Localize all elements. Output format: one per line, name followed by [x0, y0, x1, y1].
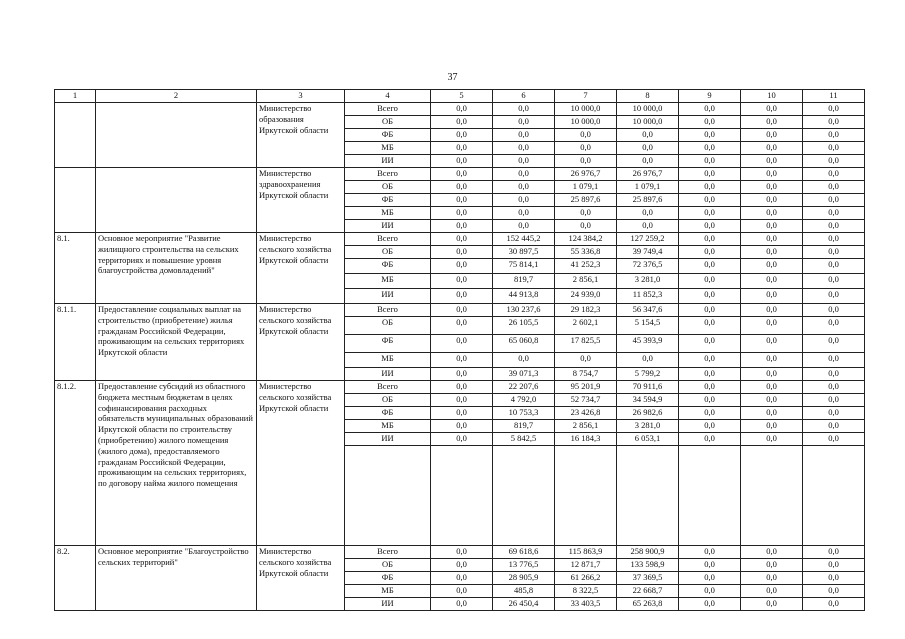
value-cell: 23 426,8 — [555, 407, 617, 420]
value-cell: 2 856,1 — [555, 420, 617, 433]
value-cell: 0,0 — [493, 207, 555, 220]
empty-cell — [345, 446, 431, 546]
item-executor: Министерство сельского хозяйства Иркутской области — [257, 381, 345, 546]
item-title — [96, 103, 257, 168]
funding-source: ФБ — [345, 129, 431, 142]
funding-source: ИИ — [345, 433, 431, 446]
funding-source: ИИ — [345, 155, 431, 168]
funding-source: ИИ — [345, 368, 431, 381]
value-cell: 0,0 — [679, 546, 741, 559]
value-cell: 17 825,5 — [555, 335, 617, 353]
value-cell: 69 618,6 — [493, 546, 555, 559]
value-cell: 0,0 — [493, 168, 555, 181]
funding-source: ИИ — [345, 598, 431, 611]
value-cell: 41 252,3 — [555, 259, 617, 274]
value-cell: 55 336,8 — [555, 246, 617, 259]
value-cell: 0,0 — [803, 433, 865, 446]
budget-table — [54, 89, 865, 611]
value-cell: 0,0 — [493, 129, 555, 142]
empty-cell — [617, 446, 679, 546]
value-cell: 12 871,7 — [555, 559, 617, 572]
value-cell: 0,0 — [431, 598, 493, 611]
header-cell: 10 — [741, 90, 803, 103]
header-cell: 9 — [679, 90, 741, 103]
value-cell: 0,0 — [741, 142, 803, 155]
value-cell: 10 000,0 — [555, 116, 617, 129]
value-cell: 0,0 — [431, 129, 493, 142]
item-executor: Министерство сельского хозяйства Иркутской области — [257, 546, 345, 611]
value-cell: 0,0 — [741, 259, 803, 274]
value-cell: 0,0 — [679, 394, 741, 407]
value-cell: 1 079,1 — [555, 181, 617, 194]
value-cell: 0,0 — [431, 304, 493, 317]
value-cell: 0,0 — [431, 274, 493, 289]
funding-source: ФБ — [345, 259, 431, 274]
header-cell: 5 — [431, 90, 493, 103]
value-cell: 0,0 — [493, 142, 555, 155]
value-cell: 0,0 — [803, 420, 865, 433]
value-cell: 0,0 — [741, 246, 803, 259]
value-cell: 0,0 — [741, 168, 803, 181]
funding-source: Всего — [345, 304, 431, 317]
value-cell: 0,0 — [679, 181, 741, 194]
funding-source: ИИ — [345, 289, 431, 304]
value-cell: 0,0 — [431, 407, 493, 420]
value-cell: 0,0 — [803, 572, 865, 585]
value-cell: 10 000,0 — [617, 116, 679, 129]
item-code: 8.1. — [55, 233, 96, 304]
value-cell: 22 668,7 — [617, 585, 679, 598]
value-cell: 0,0 — [803, 181, 865, 194]
value-cell: 26 982,6 — [617, 407, 679, 420]
value-cell: 0,0 — [493, 353, 555, 368]
funding-source: МБ — [345, 274, 431, 289]
value-cell: 10 000,0 — [617, 103, 679, 116]
value-cell: 0,0 — [679, 407, 741, 420]
value-cell: 0,0 — [803, 289, 865, 304]
empty-cell — [803, 446, 865, 546]
value-cell: 11 852,3 — [617, 289, 679, 304]
funding-source: МБ — [345, 585, 431, 598]
empty-cell — [555, 446, 617, 546]
value-cell: 0,0 — [741, 335, 803, 353]
page-number: 37 — [447, 72, 458, 83]
funding-source: ФБ — [345, 194, 431, 207]
value-cell: 0,0 — [431, 433, 493, 446]
value-cell: 0,0 — [431, 220, 493, 233]
funding-source: МБ — [345, 353, 431, 368]
item-title — [96, 168, 257, 233]
value-cell: 0,0 — [741, 233, 803, 246]
value-cell: 0,0 — [431, 207, 493, 220]
value-cell: 5 799,2 — [617, 368, 679, 381]
value-cell: 0,0 — [679, 168, 741, 181]
value-cell: 0,0 — [741, 598, 803, 611]
value-cell: 0,0 — [679, 368, 741, 381]
value-cell: 0,0 — [431, 572, 493, 585]
value-cell: 0,0 — [493, 220, 555, 233]
funding-source: МБ — [345, 142, 431, 155]
value-cell: 95 201,9 — [555, 381, 617, 394]
value-cell: 0,0 — [431, 155, 493, 168]
value-cell: 0,0 — [431, 420, 493, 433]
funding-source: МБ — [345, 420, 431, 433]
funding-source: ОБ — [345, 559, 431, 572]
value-cell: 0,0 — [741, 381, 803, 394]
value-cell: 0,0 — [555, 155, 617, 168]
value-cell: 0,0 — [431, 103, 493, 116]
value-cell: 0,0 — [741, 220, 803, 233]
value-cell: 6 053,1 — [617, 433, 679, 446]
value-cell: 0,0 — [679, 335, 741, 353]
value-cell: 26 105,5 — [493, 317, 555, 335]
value-cell: 26 976,7 — [555, 168, 617, 181]
value-cell: 0,0 — [679, 233, 741, 246]
item-code: 8.2. — [55, 546, 96, 611]
header-cell: 1 — [55, 90, 96, 103]
value-cell: 0,0 — [431, 353, 493, 368]
value-cell: 258 900,9 — [617, 546, 679, 559]
value-cell: 26 976,7 — [617, 168, 679, 181]
table-row — [55, 103, 865, 116]
header-cell: 3 — [257, 90, 345, 103]
value-cell: 0,0 — [679, 304, 741, 317]
value-cell: 0,0 — [679, 207, 741, 220]
value-cell: 10 753,3 — [493, 407, 555, 420]
value-cell: 0,0 — [803, 394, 865, 407]
value-cell: 0,0 — [617, 129, 679, 142]
value-cell: 0,0 — [431, 335, 493, 353]
value-cell: 0,0 — [679, 194, 741, 207]
value-cell: 3 281,0 — [617, 274, 679, 289]
header-cell: 2 — [96, 90, 257, 103]
value-cell: 70 911,6 — [617, 381, 679, 394]
value-cell: 0,0 — [741, 155, 803, 168]
value-cell: 0,0 — [679, 420, 741, 433]
value-cell: 0,0 — [431, 181, 493, 194]
value-cell: 0,0 — [741, 207, 803, 220]
value-cell: 8 322,5 — [555, 585, 617, 598]
header-cell: 11 — [803, 90, 865, 103]
value-cell: 0,0 — [803, 274, 865, 289]
funding-source: ИИ — [345, 220, 431, 233]
funding-source: ФБ — [345, 335, 431, 353]
header-cell: 4 — [345, 90, 431, 103]
empty-cell — [493, 446, 555, 546]
value-cell: 0,0 — [431, 317, 493, 335]
value-cell: 0,0 — [803, 220, 865, 233]
value-cell: 0,0 — [803, 207, 865, 220]
value-cell: 0,0 — [431, 368, 493, 381]
value-cell: 0,0 — [741, 368, 803, 381]
value-cell: 0,0 — [493, 103, 555, 116]
value-cell: 61 266,2 — [555, 572, 617, 585]
table-row — [55, 233, 865, 246]
value-cell: 39 749,4 — [617, 246, 679, 259]
item-executor: Министерство сельского хозяйства Иркутской области — [257, 304, 345, 381]
value-cell: 0,0 — [803, 381, 865, 394]
value-cell: 0,0 — [679, 353, 741, 368]
funding-source: Всего — [345, 168, 431, 181]
funding-source: ОБ — [345, 246, 431, 259]
table-row — [55, 168, 865, 181]
value-cell: 0,0 — [679, 559, 741, 572]
value-cell: 115 863,9 — [555, 546, 617, 559]
value-cell: 0,0 — [617, 353, 679, 368]
funding-source: ОБ — [345, 394, 431, 407]
value-cell: 0,0 — [493, 181, 555, 194]
value-cell: 0,0 — [555, 353, 617, 368]
value-cell: 44 913,8 — [493, 289, 555, 304]
item-title: Предоставление субсидий из областного бюджета местным бюджетам в целях софинансирования расходных обязательств муниципальных образований Иркутской области по строительству (приобретению) жилого помещения (жилого дома), предоставляемого гражданам Российской Федерации, проживающим на сельских территориях, по договору найма жилого помещения — [96, 381, 257, 546]
item-code — [55, 103, 96, 168]
value-cell: 0,0 — [431, 559, 493, 572]
item-title: Предоставление социальных выплат на строительство (приобретение) жилья гражданам Российской Федерации, проживающим на сельских территориях Иркутской области — [96, 304, 257, 381]
item-title: Основное мероприятие "Благоустройство сельских территорий" — [96, 546, 257, 611]
funding-source: ОБ — [345, 317, 431, 335]
value-cell: 37 369,5 — [617, 572, 679, 585]
value-cell: 65 060,8 — [493, 335, 555, 353]
value-cell: 0,0 — [679, 103, 741, 116]
value-cell: 124 384,2 — [555, 233, 617, 246]
value-cell: 25 897,6 — [555, 194, 617, 207]
value-cell: 0,0 — [679, 274, 741, 289]
value-cell: 0,0 — [803, 546, 865, 559]
item-executor: Министерство сельского хозяйства Иркутской области — [257, 233, 345, 304]
value-cell: 0,0 — [803, 155, 865, 168]
value-cell: 0,0 — [431, 246, 493, 259]
funding-source: МБ — [345, 207, 431, 220]
value-cell: 0,0 — [803, 407, 865, 420]
value-cell: 0,0 — [617, 142, 679, 155]
value-cell: 0,0 — [741, 116, 803, 129]
value-cell: 0,0 — [803, 116, 865, 129]
value-cell: 819,7 — [493, 420, 555, 433]
item-code — [55, 168, 96, 233]
value-cell: 56 347,6 — [617, 304, 679, 317]
value-cell: 0,0 — [493, 155, 555, 168]
value-cell: 0,0 — [803, 246, 865, 259]
funding-source: Всего — [345, 546, 431, 559]
value-cell: 5 842,5 — [493, 433, 555, 446]
value-cell: 0,0 — [431, 585, 493, 598]
header-row — [55, 90, 865, 103]
value-cell: 2 602,1 — [555, 317, 617, 335]
item-executor: Министерство здравоохранения Иркутской области — [257, 168, 345, 233]
value-cell: 152 445,2 — [493, 233, 555, 246]
empty-cell — [741, 446, 803, 546]
item-code: 8.1.1. — [55, 304, 96, 381]
value-cell: 39 071,3 — [493, 368, 555, 381]
table-row — [55, 546, 865, 559]
value-cell: 130 237,6 — [493, 304, 555, 317]
value-cell: 0,0 — [679, 246, 741, 259]
value-cell: 0,0 — [803, 129, 865, 142]
value-cell: 72 376,5 — [617, 259, 679, 274]
value-cell: 0,0 — [555, 207, 617, 220]
value-cell: 0,0 — [617, 220, 679, 233]
value-cell: 0,0 — [679, 289, 741, 304]
value-cell: 0,0 — [741, 317, 803, 335]
header-cell: 7 — [555, 90, 617, 103]
value-cell: 485,8 — [493, 585, 555, 598]
value-cell: 0,0 — [803, 103, 865, 116]
value-cell: 0,0 — [555, 142, 617, 155]
value-cell: 30 897,5 — [493, 246, 555, 259]
value-cell: 26 450,4 — [493, 598, 555, 611]
value-cell: 0,0 — [803, 259, 865, 274]
item-executor: Министерство образования Иркутской области — [257, 103, 345, 168]
value-cell: 33 403,5 — [555, 598, 617, 611]
value-cell: 0,0 — [617, 155, 679, 168]
funding-source: Всего — [345, 233, 431, 246]
funding-source: ОБ — [345, 116, 431, 129]
value-cell: 24 939,0 — [555, 289, 617, 304]
value-cell: 75 814,1 — [493, 259, 555, 274]
value-cell: 0,0 — [679, 220, 741, 233]
header-cell: 8 — [617, 90, 679, 103]
value-cell: 0,0 — [741, 181, 803, 194]
value-cell: 0,0 — [741, 304, 803, 317]
value-cell: 0,0 — [679, 433, 741, 446]
value-cell: 0,0 — [431, 142, 493, 155]
value-cell: 4 792,0 — [493, 394, 555, 407]
value-cell: 0,0 — [803, 304, 865, 317]
value-cell: 0,0 — [431, 233, 493, 246]
value-cell: 0,0 — [741, 289, 803, 304]
value-cell: 0,0 — [679, 598, 741, 611]
funding-source: ФБ — [345, 407, 431, 420]
value-cell: 0,0 — [741, 585, 803, 598]
value-cell: 0,0 — [803, 142, 865, 155]
value-cell: 0,0 — [679, 572, 741, 585]
header-cell: 6 — [493, 90, 555, 103]
value-cell: 34 594,9 — [617, 394, 679, 407]
value-cell: 0,0 — [741, 572, 803, 585]
value-cell: 0,0 — [679, 317, 741, 335]
value-cell: 52 734,7 — [555, 394, 617, 407]
value-cell: 10 000,0 — [555, 103, 617, 116]
value-cell: 0,0 — [555, 220, 617, 233]
value-cell: 0,0 — [803, 598, 865, 611]
value-cell: 25 897,6 — [617, 194, 679, 207]
value-cell: 0,0 — [679, 381, 741, 394]
value-cell: 133 598,9 — [617, 559, 679, 572]
value-cell: 0,0 — [493, 116, 555, 129]
value-cell: 8 754,7 — [555, 368, 617, 381]
item-code: 8.1.2. — [55, 381, 96, 546]
value-cell: 0,0 — [741, 274, 803, 289]
value-cell: 2 856,1 — [555, 274, 617, 289]
value-cell: 0,0 — [679, 142, 741, 155]
value-cell: 0,0 — [679, 585, 741, 598]
value-cell: 0,0 — [741, 407, 803, 420]
value-cell: 0,0 — [741, 433, 803, 446]
funding-source: ФБ — [345, 572, 431, 585]
value-cell: 13 776,5 — [493, 559, 555, 572]
value-cell: 0,0 — [803, 368, 865, 381]
value-cell: 0,0 — [741, 129, 803, 142]
table-row — [55, 381, 865, 394]
value-cell: 0,0 — [803, 559, 865, 572]
value-cell: 0,0 — [679, 259, 741, 274]
value-cell: 819,7 — [493, 274, 555, 289]
value-cell: 0,0 — [741, 546, 803, 559]
value-cell: 28 905,9 — [493, 572, 555, 585]
value-cell: 0,0 — [803, 335, 865, 353]
value-cell: 0,0 — [431, 289, 493, 304]
item-title: Основное мероприятие "Развитие жилищного строительства на сельских территориях и повышение уровня благоустройства домовладений" — [96, 233, 257, 304]
value-cell: 5 154,5 — [617, 317, 679, 335]
funding-source: ОБ — [345, 181, 431, 194]
value-cell: 0,0 — [803, 353, 865, 368]
value-cell: 29 182,3 — [555, 304, 617, 317]
value-cell: 0,0 — [741, 394, 803, 407]
empty-cell — [431, 446, 493, 546]
value-cell: 16 184,3 — [555, 433, 617, 446]
value-cell: 0,0 — [679, 129, 741, 142]
value-cell: 0,0 — [431, 168, 493, 181]
value-cell: 45 393,9 — [617, 335, 679, 353]
value-cell: 0,0 — [803, 194, 865, 207]
value-cell: 0,0 — [741, 420, 803, 433]
value-cell: 0,0 — [617, 207, 679, 220]
value-cell: 0,0 — [431, 394, 493, 407]
value-cell: 0,0 — [431, 116, 493, 129]
value-cell: 0,0 — [431, 259, 493, 274]
value-cell: 0,0 — [803, 317, 865, 335]
value-cell: 65 263,8 — [617, 598, 679, 611]
value-cell: 0,0 — [741, 353, 803, 368]
value-cell: 0,0 — [679, 155, 741, 168]
table-row — [55, 304, 865, 317]
value-cell: 3 281,0 — [617, 420, 679, 433]
value-cell: 0,0 — [803, 233, 865, 246]
value-cell: 0,0 — [431, 381, 493, 394]
funding-source: Всего — [345, 381, 431, 394]
value-cell: 0,0 — [431, 194, 493, 207]
value-cell: 0,0 — [679, 116, 741, 129]
value-cell: 0,0 — [741, 103, 803, 116]
empty-cell — [679, 446, 741, 546]
value-cell: 1 079,1 — [617, 181, 679, 194]
value-cell: 0,0 — [741, 194, 803, 207]
value-cell: 22 207,6 — [493, 381, 555, 394]
funding-source: Всего — [345, 103, 431, 116]
value-cell: 0,0 — [493, 194, 555, 207]
value-cell: 127 259,2 — [617, 233, 679, 246]
value-cell: 0,0 — [555, 129, 617, 142]
value-cell: 0,0 — [803, 168, 865, 181]
value-cell: 0,0 — [803, 585, 865, 598]
value-cell: 0,0 — [741, 559, 803, 572]
value-cell: 0,0 — [431, 546, 493, 559]
